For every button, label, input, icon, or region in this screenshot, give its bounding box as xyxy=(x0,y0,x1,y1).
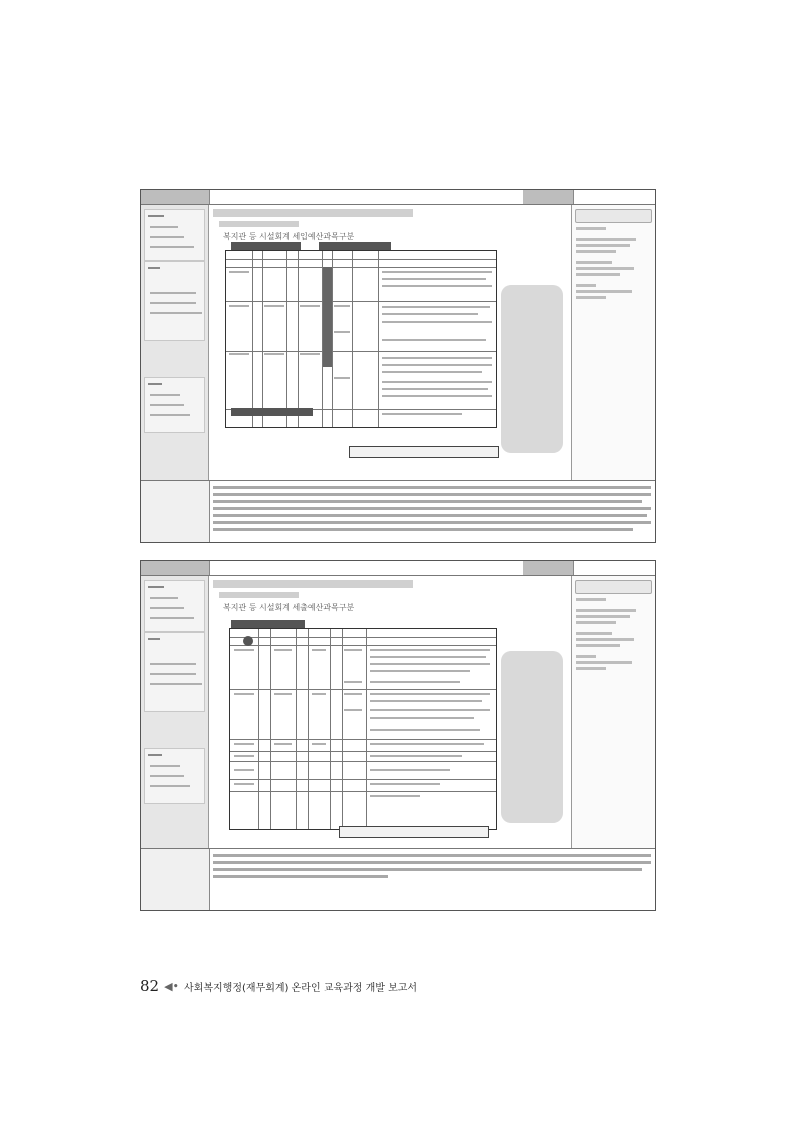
right-panel xyxy=(571,205,655,480)
nav-section-study xyxy=(144,632,205,712)
annotation-tag xyxy=(231,620,305,628)
narration-section xyxy=(141,480,655,542)
header-path xyxy=(210,561,524,575)
narration-text xyxy=(213,486,651,535)
screen-header xyxy=(141,561,655,576)
screenshot-expenditure-budget xyxy=(140,560,656,911)
main-content xyxy=(209,576,570,848)
header-page-label xyxy=(523,561,574,575)
right-panel-header xyxy=(575,580,652,594)
table-title: 복지관 등 시설회계 세출예산과목구분 xyxy=(223,603,355,612)
breadcrumb xyxy=(213,209,413,217)
annotation-tag xyxy=(231,242,301,250)
screenshot-revenue-budget xyxy=(140,189,656,543)
left-navigation xyxy=(141,576,209,848)
right-panel-header xyxy=(575,209,652,223)
preview-panel xyxy=(501,285,563,453)
screen-header xyxy=(141,190,655,205)
budget-table xyxy=(225,250,497,428)
narration-label xyxy=(141,849,210,910)
nav-section-summary xyxy=(144,748,205,804)
narration-section xyxy=(141,848,655,910)
nav-section-summary xyxy=(144,377,205,433)
report-title: 사회복지행정(재무회계) 온라인 교육과정 개발 보고서 xyxy=(184,982,418,994)
highlight-column xyxy=(323,267,332,367)
narration-text xyxy=(213,854,651,882)
nav-section-study xyxy=(144,261,205,341)
page-number: 82 xyxy=(140,977,160,995)
section-subtitle xyxy=(219,592,299,598)
nav-section-intro xyxy=(144,580,205,632)
header-menu xyxy=(141,561,210,575)
main-content xyxy=(209,205,570,480)
budget-table xyxy=(229,628,497,830)
annotation-tag xyxy=(231,408,313,416)
left-navigation xyxy=(141,205,209,480)
annotation-tag xyxy=(319,242,391,250)
table-link-button[interactable] xyxy=(349,446,499,458)
header-page-value xyxy=(574,190,656,204)
page-footer xyxy=(140,977,417,995)
preview-panel xyxy=(501,651,563,823)
header-menu xyxy=(141,190,210,204)
table-title: 복지관 등 시설회계 세입예산과목구분 xyxy=(223,232,355,241)
marker-icon xyxy=(243,636,253,646)
header-path xyxy=(210,190,524,204)
nav-section-intro xyxy=(144,209,205,261)
table-link-button[interactable] xyxy=(339,826,489,838)
chevron-left-icon: ◀• xyxy=(164,979,180,993)
right-panel xyxy=(571,576,655,848)
section-subtitle xyxy=(219,221,299,227)
breadcrumb xyxy=(213,580,413,588)
header-page-value xyxy=(574,561,656,575)
narration-label xyxy=(141,481,210,542)
header-page-label xyxy=(523,190,574,204)
